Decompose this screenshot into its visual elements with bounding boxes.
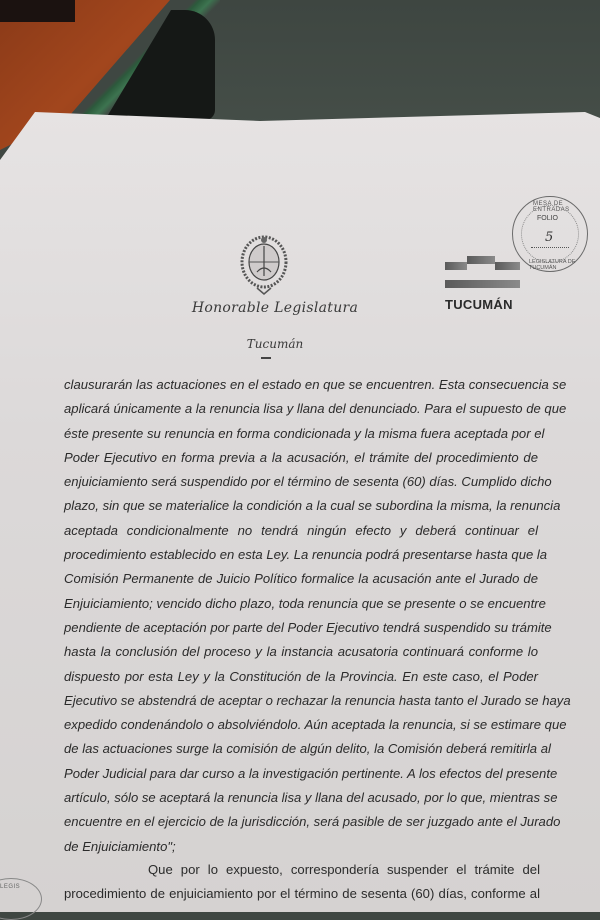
text-line: procedimiento establecido en esta Ley. La renuncia podrá presentarse hasta que la	[64, 547, 548, 563]
text-line: Que por lo expuesto, correspondería suspender el trámite del	[148, 862, 540, 877]
text-line: Poder Judicial para dar curso a la investigación pertinente. A los efectos del presente	[64, 765, 558, 781]
tucuman-logo-icon	[445, 256, 520, 296]
text-line: aplicará únicamente a la renuncia lisa y llana del denunciado. Para el supuesto de que	[64, 401, 567, 417]
text-line: hasta la conclusión del proceso y la instancia acusatoria continuará conforme lo	[64, 644, 538, 660]
text-line: enjuiciamiento será suspendido por el término de sesenta (60) días. Cumplido dicho	[64, 474, 552, 490]
stamp-folio-number: 5	[545, 230, 554, 245]
text-line: clausurarán las actuaciones en el estado en que se encuentren. Esta consecuencia se	[64, 377, 567, 392]
coat-of-arms-icon	[237, 232, 291, 296]
text-line: expedido condenándolo o absolviéndolo. Aún aceptada la renuncia, si se estimare que	[64, 717, 567, 733]
text-line: Ejecutivo se abstendrá de aceptar o rechazar la renuncia hasta tanto el Jurado se haya	[64, 692, 571, 708]
text-line: encuentre en el ejercicio de la jurisdicción, será pasible de ser juzgado ante el Jurado	[64, 814, 561, 830]
body-paragraph	[64, 373, 571, 859]
stamp-top-text: MESA DE ENTRADAS	[533, 201, 570, 213]
institution-title: Honorable Legislatura	[191, 300, 359, 316]
stamp-folio-label: FOLIO	[537, 215, 559, 222]
stamp-bottom-text: LEGISLATURA DE TUCUMÁN	[529, 259, 576, 271]
text-line: de Enjuiciamiento";	[64, 838, 176, 854]
text-line: Poder Ejecutivo en forma previa a la acusación, el trámite del procedimiento de	[64, 449, 538, 465]
text-line: pendiente de aceptación por parte del Poder Ejecutivo tendrá suspendido su trámite	[64, 619, 552, 635]
text-line: Enjuiciamiento; vencido dicho plazo, toda renuncia que se presente o se encuentre	[64, 595, 546, 611]
text-line: éste presente su renuncia en forma condicionada y la misma fuera aceptada por el	[64, 425, 545, 441]
divider	[261, 357, 271, 359]
text-line: plazo, sin que se materialice la condición a la cual se subordina la misma, la renuncia	[64, 498, 561, 514]
text-line: procedimiento de enjuiciamiento por el término de sesenta (60) días, conforme al	[64, 886, 540, 901]
partial-stamp-text: LEGIS	[0, 884, 21, 890]
institution-subtitle: Tucumán	[246, 337, 304, 351]
table-surface	[200, 0, 600, 130]
text-line: dispuesto por esta Ley y la Constitución de la Provincia. En este caso, el Poder	[64, 668, 538, 684]
text-line: Comisión Permanente de Juicio Político formalice la acusación ante el Jurado de	[64, 571, 538, 587]
text-line: de las actuaciones surge la comisión de algún delito, la Comisión deberá remitirla al	[64, 741, 551, 757]
text-line: artículo, sólo se aceptará la renuncia lisa y llana del acusado, por lo que, mientras se	[64, 790, 558, 806]
text-line: aceptada condicionalmente no tendrá ningún efecto y deberá continuar el	[64, 522, 538, 538]
tucuman-logo-label: TUCUMÁN	[445, 297, 513, 312]
second-paragraph	[64, 858, 540, 906]
reception-stamp	[512, 196, 588, 272]
